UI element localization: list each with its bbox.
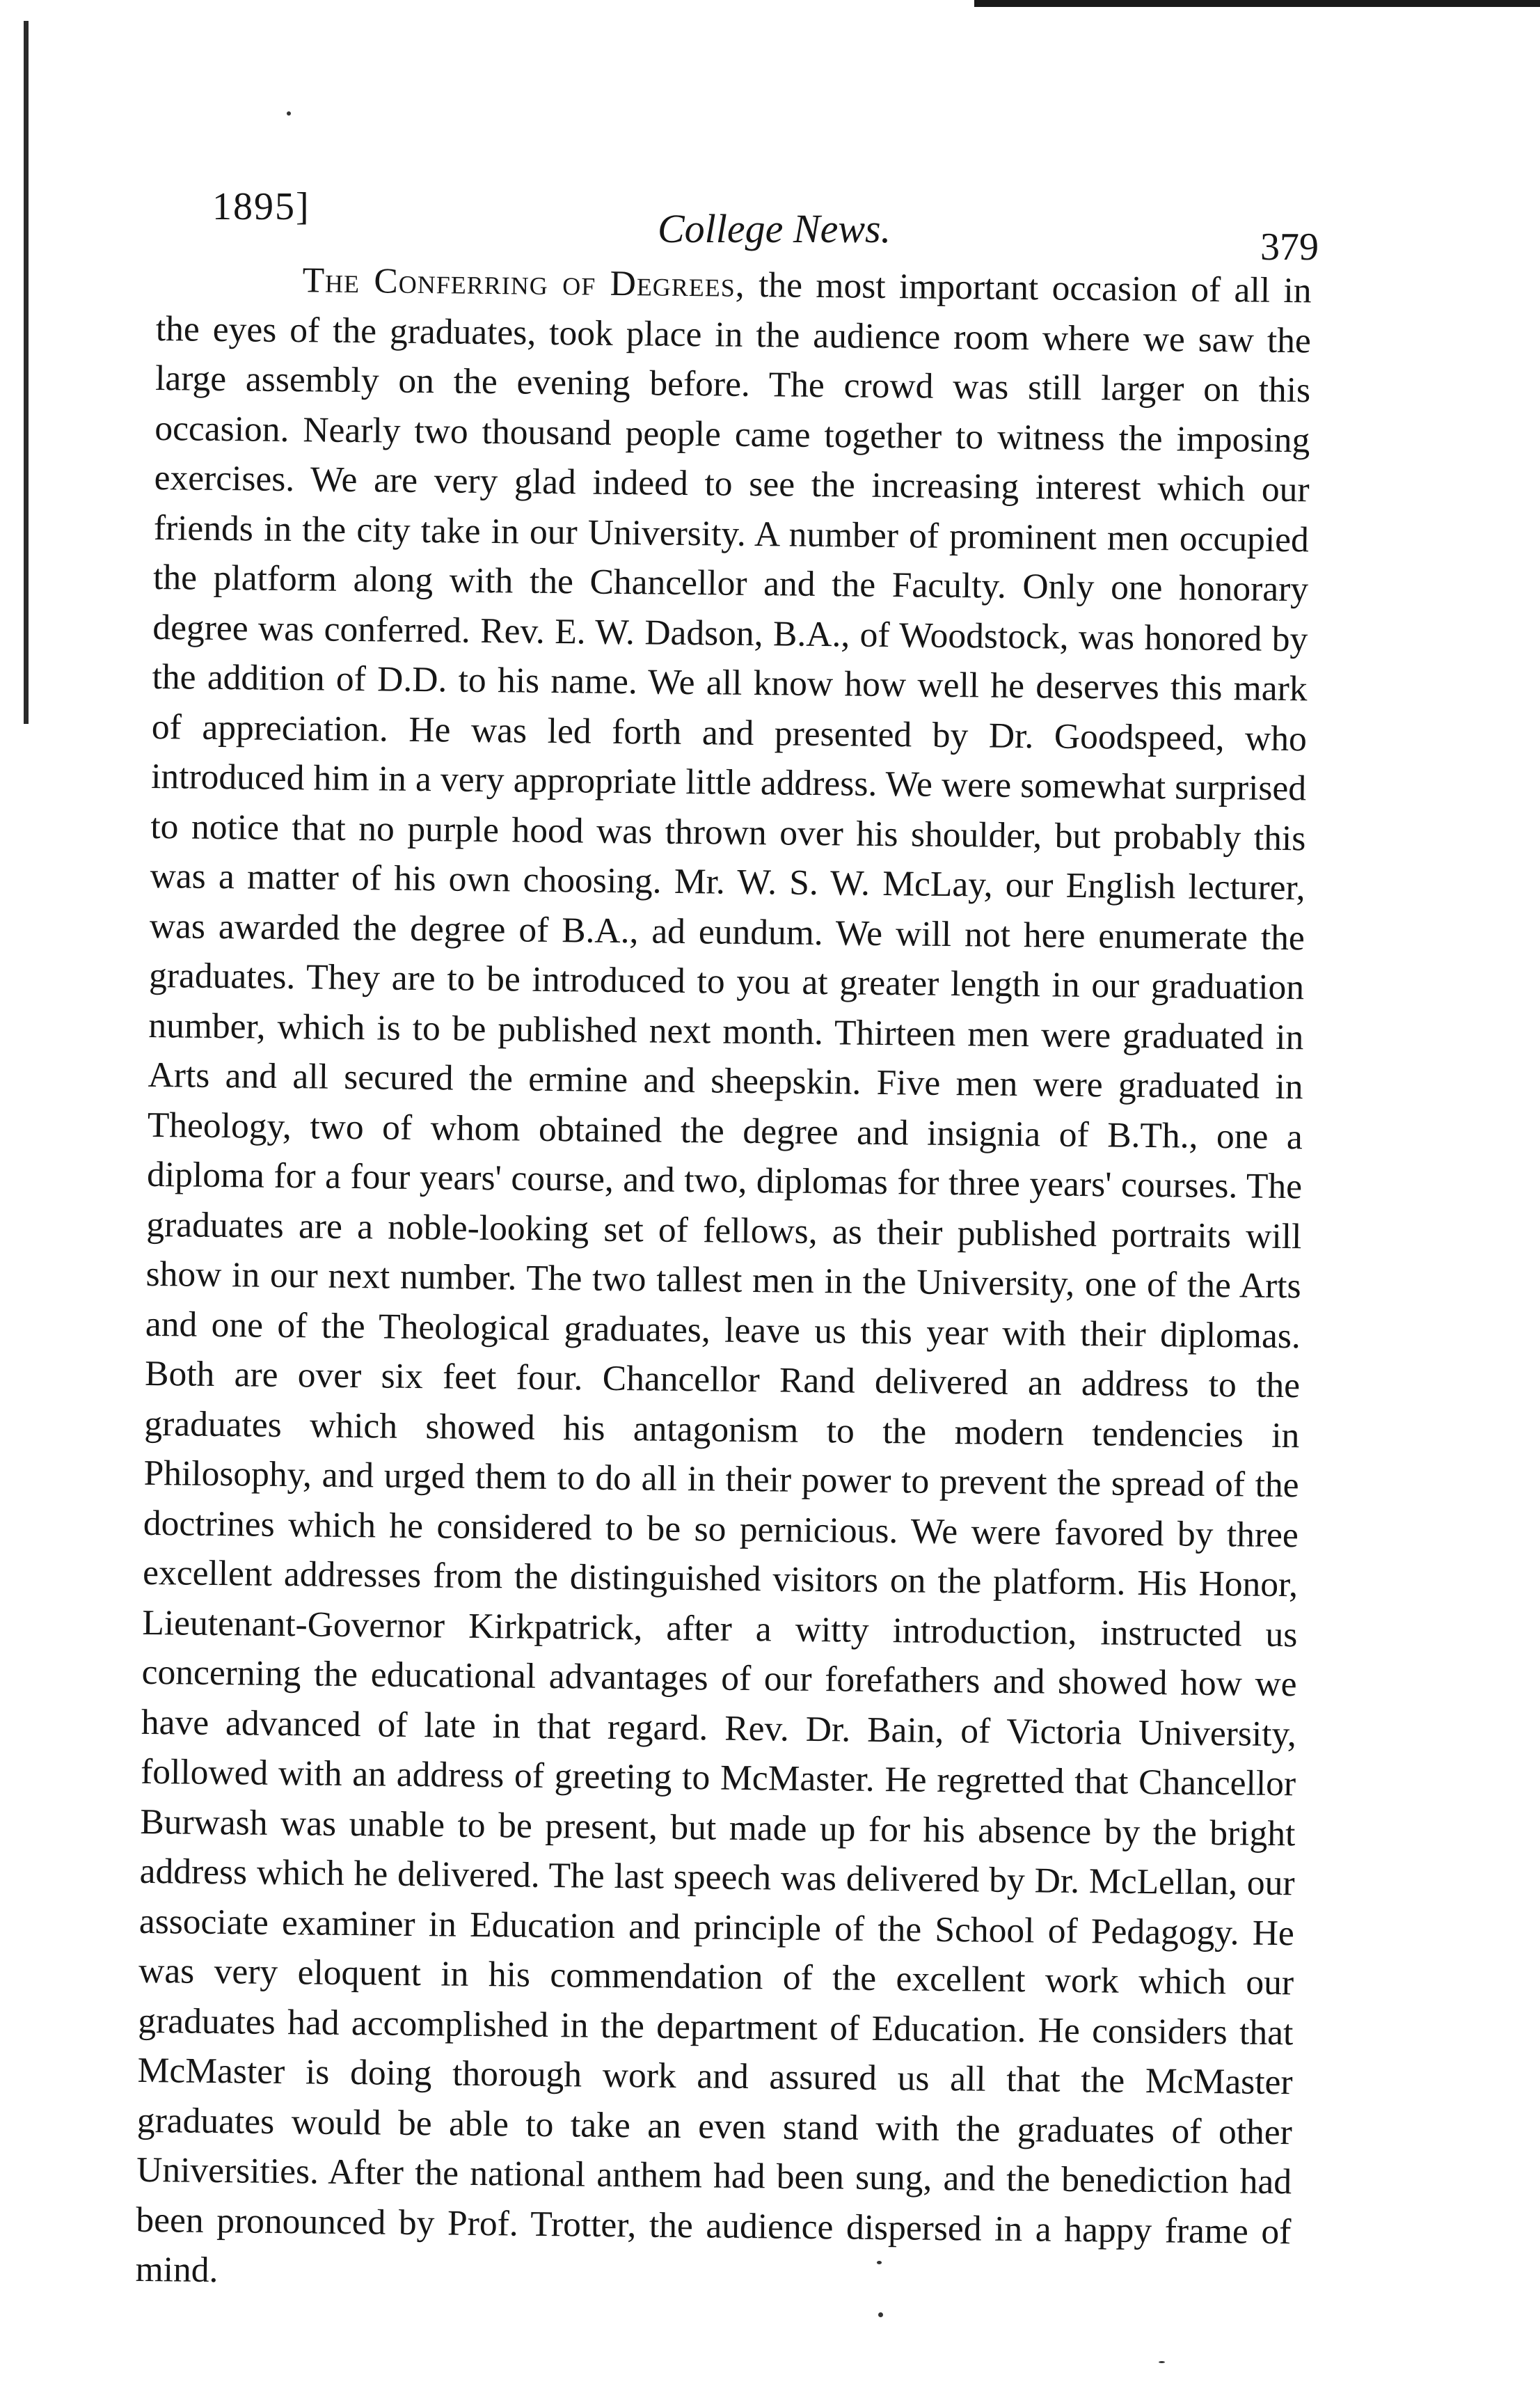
print-speck (287, 111, 291, 116)
header-year: 1895] (212, 185, 310, 228)
print-speck (877, 2261, 882, 2264)
running-header (212, 171, 1319, 268)
header-title: College News. (658, 206, 891, 251)
article-headline: The Conferring of Degrees, (302, 260, 746, 305)
article-body: the most important occasion of all in the eyes of the graduates, took place in the audience room where we saw the large assembly on the evening before. The crowd was still larger on this occasion. Nearly two thousand people came together to witness the imposing exercises. We are very glad indeed to see the increasing interest which our friends in the city take in our University. A number of prominent men occupied the platform along with the Chancellor and the Faculty. Only one honorary degree was conferred. Rev. E. W. Dadson, B.A., of Woodstock, was honored by the addition of D.D. to his name. We all know how well he deserves this mark of appreciation. He was led forth and presented by Dr. Goodspeed, who introduced him in a very appropriate little address. We were somewhat surprised to notice that no purple hood was thrown over his shoulder, but probably this was a matter of his own choosing. Mr. W. S. W. McLay, our English lecturer, was awarded the degree of B.A., ad eundum. We will not here enumerate the graduates. They are to be introduced to you at greater length in our graduation number, which is to be published next month. Thirteen men were graduated in Arts and all secured the ermine and sheepskin. Five men were graduated in Theology, two of whom obtained the degree and insignia of B.Th., one a diploma for a four years' course, and two, diplomas for three years' courses. The graduates are a noble-looking set of fellows, as their published portraits will show in our next number. The two tallest men in the University, one of the Arts and one of the Theological graduates, leave us this year with their diplomas. Both are over six feet four. Chancellor Rand delivered an address to the graduates which showed his antagonism to the modern tendencies in Philosophy, and urged them to do all in their power to prevent the spread of the doctrines which he considered to be so pernicious. We were favored by three excellent addresses from the distinguished visitors on the platform. His Honor, Lieutenant-Governor Kirkpatrick, after a witty introduction, instructed us concerning the educational advantages of our forefathers and showed how we have advanced of late in that regard. Rev. Dr. Bain, of Victoria University, followed with an address of greeting to McMaster. He regretted that Chancellor Burwash was unable to be present, but made up for his absence by the bright address which he delivered. The last speech was delivered by Dr. McLellan, our associate examiner in Education and principle of the School of Pedagogy. He was very eloquent in his commendation of the excellent work which our graduates had accomplished in the department of Education. He considers that McMaster is doing thorough work and assured us all that the McMaster graduates would be able to take an even stand with the graduates of other Universities. After the national anthem had been sung, and the benediction had been pronounced by Prof. Trotter, the audience dispersed in a happy frame of mind. (135, 265, 1312, 2291)
print-speck (878, 2312, 883, 2317)
page-edge-rule-left (24, 21, 29, 724)
article-paragraph (135, 254, 1312, 2307)
article (135, 254, 1312, 2291)
print-speck (1159, 2361, 1165, 2363)
page-number: 379 (1260, 226, 1319, 269)
page-edge-rule-top (974, 0, 1540, 7)
